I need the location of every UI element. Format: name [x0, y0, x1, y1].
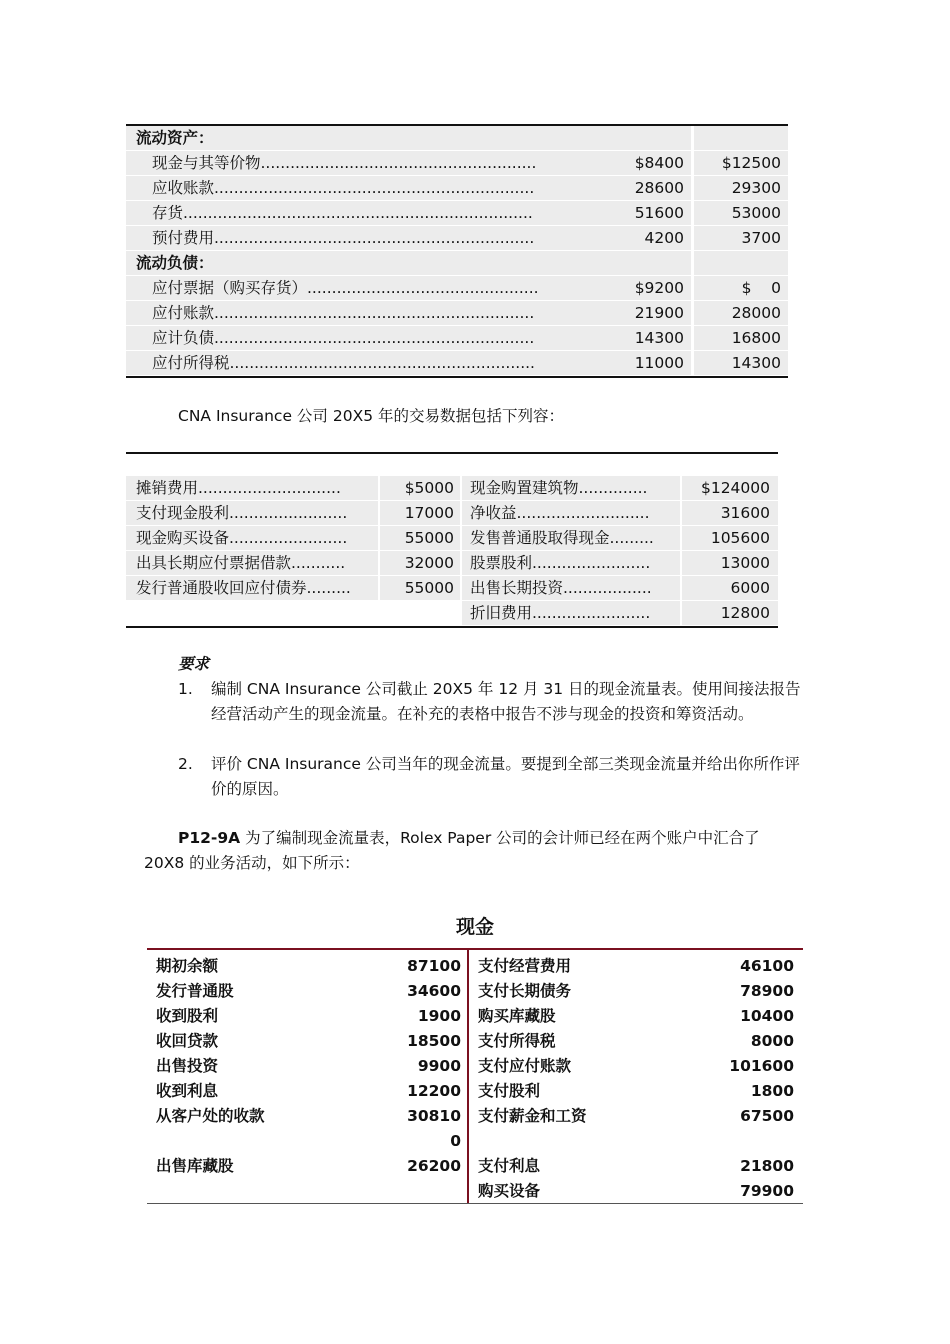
- debit-value: 1900: [417, 1007, 461, 1025]
- table-row: 应收账款................................................................. 28600 29300: [126, 176, 788, 201]
- credit-label: 支付薪金和工资: [478, 1107, 587, 1125]
- problem-paragraph: P12-9A 为了编制现金流量表，Rolex Paper 公司的会计师已经在两个账户中汇合了: [178, 829, 760, 847]
- balance-items-table: [126, 124, 788, 378]
- debit-label: 期初余额: [156, 957, 219, 975]
- debit-label: 收到利息: [156, 1082, 219, 1100]
- debit-label: 出售投资: [156, 1057, 219, 1075]
- credit-label: 支付所得税: [478, 1032, 556, 1050]
- table-row: 应计负债................................................................. 14300 16800: [126, 326, 788, 351]
- table-row: 摊销费用............................. $5000 现金购置建筑物.............. $124000: [126, 476, 778, 501]
- credit-value: 79900: [740, 1182, 794, 1200]
- problem-paragraph-cont: 20X8 的业务活动，如下所示：: [144, 854, 360, 872]
- transaction-data-table: [126, 452, 778, 628]
- table-row: 出具长期应付票据借款........... 32000 股票股利........................ 13000: [126, 551, 778, 576]
- debit-value: 26200: [407, 1157, 461, 1175]
- debit-value: 34600: [407, 982, 461, 1000]
- table-row: 支付现金股利........................ 17000 净收益........................... 31600: [126, 501, 778, 526]
- problem-label: P12-9A: [178, 829, 241, 847]
- debit-label: 收到股利: [156, 1007, 219, 1025]
- t-account-divider: [467, 950, 469, 1203]
- table-row: 应付票据（购买存货）............................................... $9200 $ 0: [126, 276, 788, 301]
- credit-label: 支付利息: [478, 1157, 541, 1175]
- requirement-item: 2. 评价 CNA Insurance 公司当年的现金流量。要提到全部三类现金流量并给出你所作评价的原因。: [178, 755, 800, 798]
- requirements-title: 要求: [178, 655, 210, 673]
- cash-t-account: [147, 948, 803, 1204]
- credit-label: 支付长期债务: [478, 982, 572, 1000]
- section-heading: 流动资产：: [126, 126, 788, 151]
- table-row: 发行普通股收回应付债券......... 55000 出售长期投资.................. 6000: [126, 576, 778, 601]
- table-row: 现金与其等价物........................................................ $8400 $12500: [126, 151, 788, 176]
- credit-value: 21800: [740, 1157, 794, 1175]
- debit-label: 发行普通股: [156, 982, 234, 1000]
- table-row: 预付费用................................................................. 4200 3700: [126, 226, 788, 251]
- credit-value: 67500: [740, 1107, 794, 1125]
- credit-label: 购买库藏股: [478, 1007, 556, 1025]
- table-row: 应付账款................................................................. 21900 28000: [126, 301, 788, 326]
- requirement-item: 1. 编制 CNA Insurance 公司截止 20X5 年 12 月 31 日的现金流量表。使用间接法报告经营活动产生的现金流量。在补充的表格中报告不涉与现金的投资和筹资活动。: [178, 680, 801, 723]
- credit-value: 46100: [740, 957, 794, 975]
- debit-value: 18500: [407, 1032, 461, 1050]
- intro-paragraph: CNA Insurance 公司 20X5 年的交易数据包括下列容：: [178, 407, 564, 425]
- debit-value-wrap: 0: [450, 1132, 461, 1150]
- table-row: 应付所得税.............................................................. 11000 14300: [126, 351, 788, 376]
- credit-value: 1800: [750, 1082, 794, 1100]
- debit-label: 出售库藏股: [156, 1157, 234, 1175]
- debit-value: 12200: [407, 1082, 461, 1100]
- section-heading: 流动负债：: [126, 251, 788, 276]
- debit-value: 87100: [407, 957, 461, 975]
- credit-label: 支付经营费用: [478, 957, 572, 975]
- credit-label: 支付股利: [478, 1082, 541, 1100]
- credit-value: 78900: [740, 982, 794, 1000]
- credit-label: 购买设备: [478, 1182, 541, 1200]
- credit-value: 8000: [750, 1032, 794, 1050]
- debit-value: 30810: [407, 1107, 461, 1125]
- debit-label: 从客户处的收款: [156, 1107, 265, 1125]
- debit-label: 收回贷款: [156, 1032, 219, 1050]
- table-row: 存货....................................................................... 51600 53000: [126, 201, 788, 226]
- credit-label: 支付应付账款: [478, 1057, 572, 1075]
- debit-value: 9900: [417, 1057, 461, 1075]
- credit-value: 10400: [740, 1007, 794, 1025]
- table-row: 现金购买设备........................ 55000 发售普通股取得现金......... 105600: [126, 526, 778, 551]
- credit-value: 101600: [729, 1057, 794, 1075]
- t-account-title: 现金: [455, 916, 494, 938]
- table-row: 折旧费用........................ 12800: [126, 601, 778, 626]
